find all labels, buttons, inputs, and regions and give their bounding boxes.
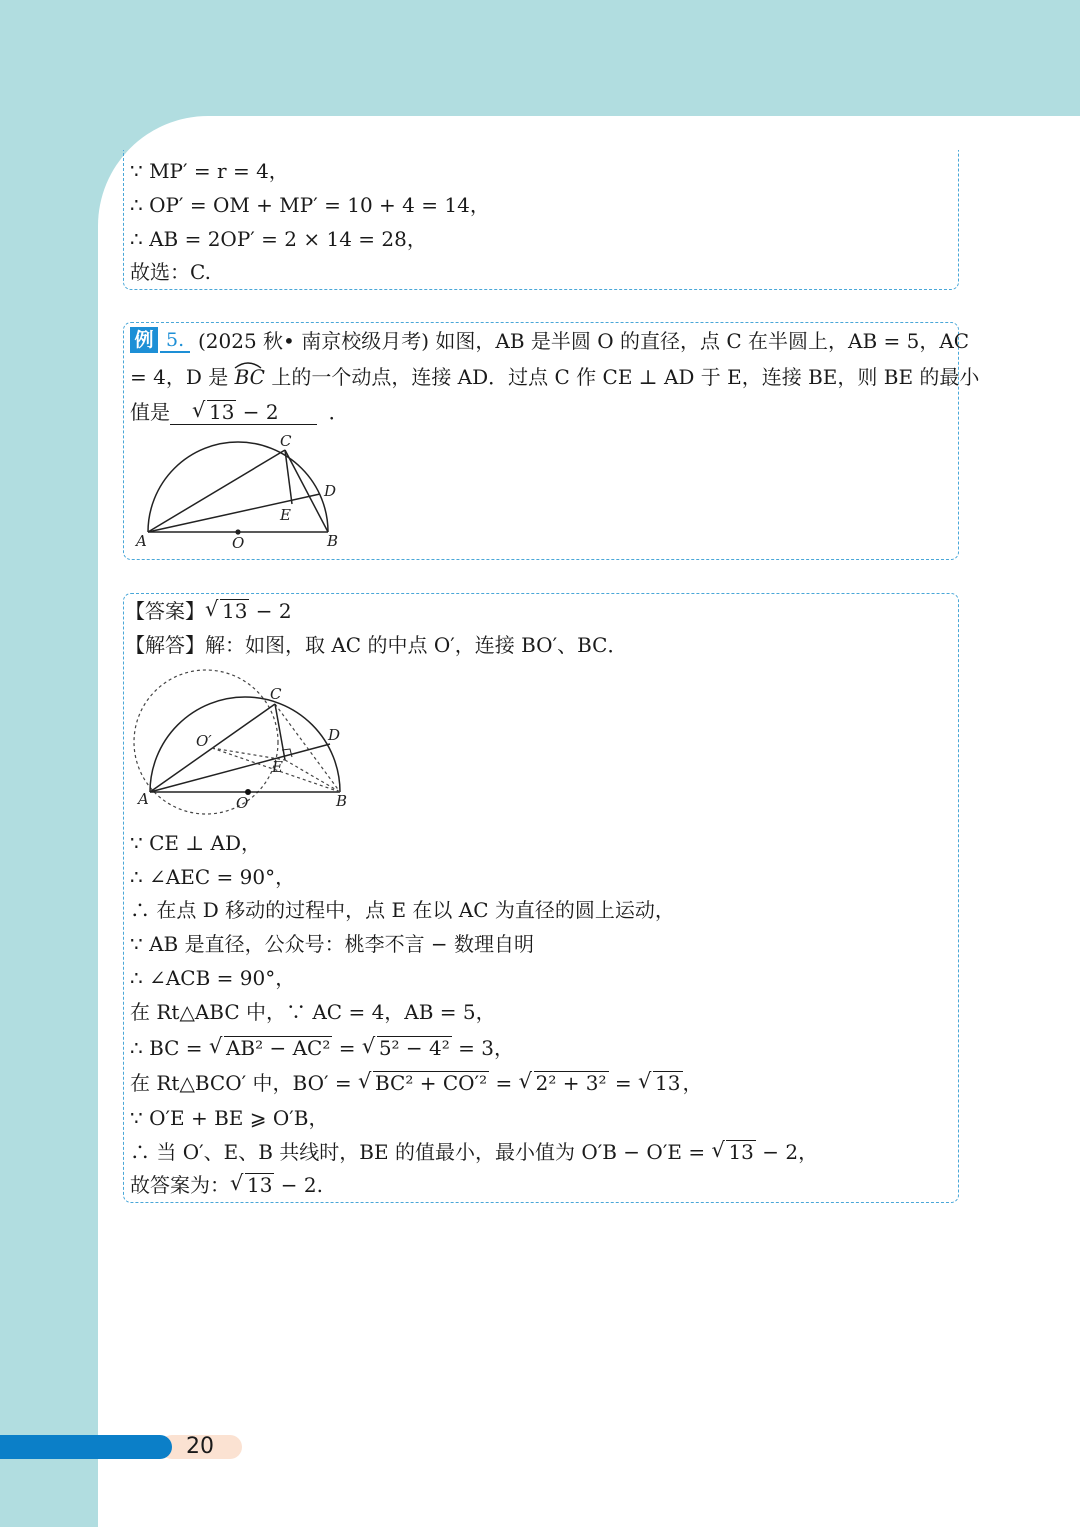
label-o-prime: O′ xyxy=(196,732,212,750)
solution-line: ∵ MP′ = r = 4， xyxy=(130,159,289,183)
answer-blank: √ 13 − 2 xyxy=(170,400,317,425)
page-number: 20 xyxy=(186,1434,214,1459)
label-c: C xyxy=(270,685,282,703)
label-b: B xyxy=(327,532,339,550)
label-d: D xyxy=(324,482,337,500)
label-e: E xyxy=(272,758,283,776)
arc-bc: BC xyxy=(235,365,265,389)
problem-text: ． xyxy=(328,400,349,424)
solution-line: ∴ OP′ = OM + MP′ = 10 + 4 = 14， xyxy=(130,193,490,217)
solution-step: ∴ ∠ACB = 90°， xyxy=(130,966,296,990)
solution-figure xyxy=(130,668,360,818)
solution-step: ∵ AB 是直径，公众号：桃李不言 − 数理自明 xyxy=(130,932,535,956)
arc-icon xyxy=(234,360,262,369)
solution-step: ∴ ∠AEC = 90°， xyxy=(130,865,296,889)
label-o: O xyxy=(232,534,245,552)
label-a: A xyxy=(138,790,149,808)
bo-computation: 在 Rt△BCO′ 中，BO′ = √ BC² + CO′² = √ 2² + 3² = √ 13 ， xyxy=(130,1071,703,1095)
answer-radicand: 13 xyxy=(222,599,248,623)
answer-rest: − 2 xyxy=(249,599,292,623)
inequality: ∵ O′E + BE ⩾ O′B， xyxy=(130,1106,329,1130)
example-tag: 例 xyxy=(130,327,158,353)
min-value-line: ∴ 当 O′、E、B 共线时，BE 的值最小，最小值为 O′B − O′E = √ 13 − 2， xyxy=(130,1140,818,1164)
label-b: B xyxy=(336,792,348,810)
example-number: 5. xyxy=(160,327,190,353)
problem-text: = 4，D 是 xyxy=(130,365,229,389)
problem-line-3 xyxy=(130,400,349,425)
solution-line: 故选：C. xyxy=(130,260,211,284)
solution-intro: 【解答】解：如图，取 AC 的中点 O′，连接 BO′、BC． xyxy=(125,633,628,657)
label-a: A xyxy=(136,532,147,550)
label-d: D xyxy=(328,726,341,744)
solution-line: ∴ AB = 2OP′ = 2 × 14 = 28， xyxy=(130,227,427,251)
label-c: C xyxy=(280,432,292,450)
final-answer: 故答案为：√ 13 − 2. xyxy=(130,1173,323,1197)
problem-text: 值是 xyxy=(130,400,170,424)
problem-text: 上的一个动点，连接 AD．过点 C 作 CE ⊥ AD 于 E，连接 BE，则 BE 的最小 xyxy=(271,365,980,389)
problem-line-1: (2025 秋• 南京校级月考) 如图，AB 是半圆 O 的直径，点 C 在半圆上，AB = 5，AC xyxy=(198,329,970,353)
page-bar xyxy=(0,1435,172,1459)
solution-step: ∵ CE ⊥ AD， xyxy=(130,831,261,855)
label-o: O xyxy=(236,794,249,812)
answer-line xyxy=(125,599,292,623)
bc-computation: ∴ BC = √ AB² − AC² = √ 5² − 4² = 3， xyxy=(130,1036,514,1060)
answer-label: 【答案】 xyxy=(125,599,205,623)
semicircle-figure xyxy=(130,432,350,562)
solution-step: ∴ 在点 D 移动的过程中，点 E 在以 AC 为直径的圆上运动， xyxy=(130,898,675,922)
label-e: E xyxy=(280,506,291,524)
problem-line-2 xyxy=(130,365,979,389)
solution-step: 在 Rt△ABC 中，∵ AC = 4，AB = 5， xyxy=(130,1000,496,1024)
